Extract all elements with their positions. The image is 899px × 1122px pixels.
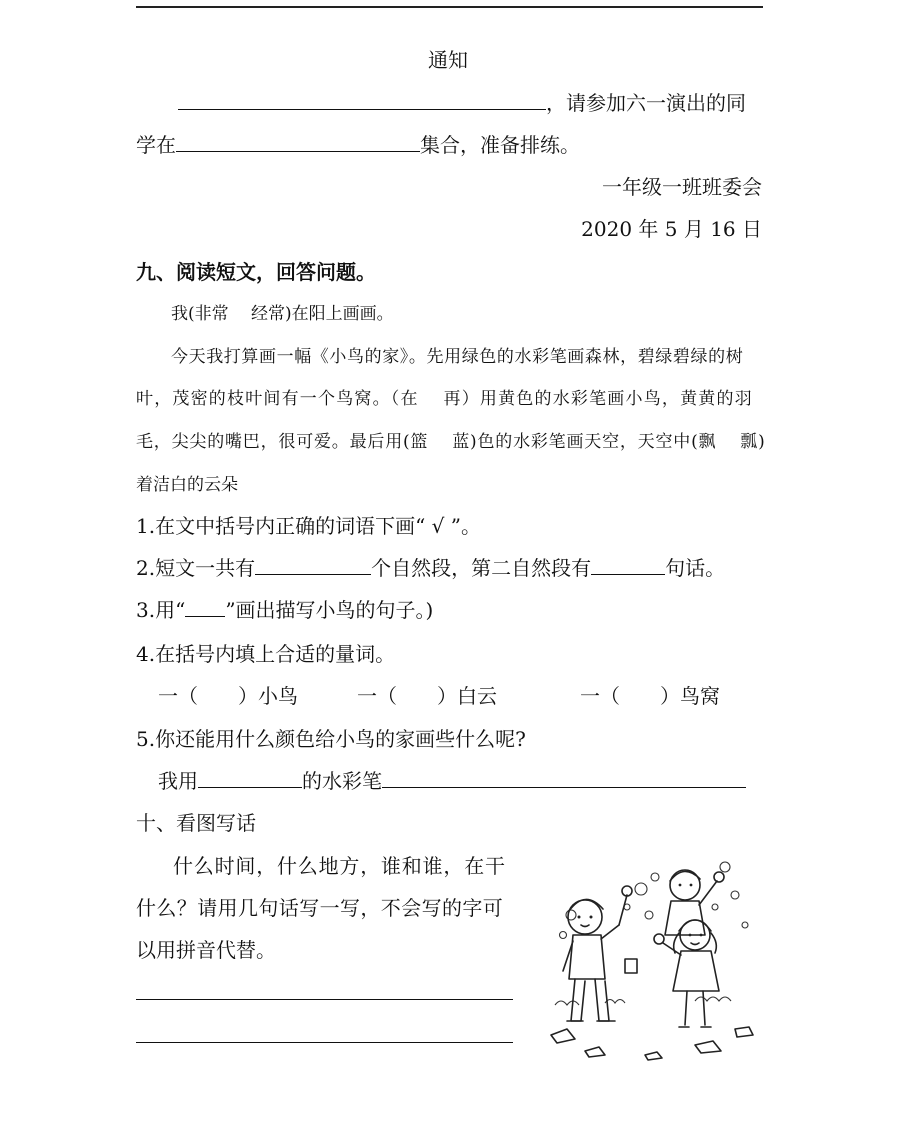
question-2-part-1: 2.短文一共有 xyxy=(136,556,256,580)
question-2-part-2: 个自然段，第二自然段有 xyxy=(371,556,592,580)
notice-line-2-suffix: 集合，准备排练。 xyxy=(420,133,580,157)
underline-sample xyxy=(185,596,225,617)
question-2-part-3: 句话。 xyxy=(665,556,726,580)
question-5-answer xyxy=(158,767,746,795)
notice-date: 2020 年 5 月 16 日 xyxy=(581,217,762,241)
writing-line-2[interactable] xyxy=(136,1042,513,1043)
answer-middle: 的水彩笔 xyxy=(302,769,382,793)
question-3-part-2: ”画出描写小鸟的句子。) xyxy=(225,598,434,622)
passage-line-1: 我(非常 经常)在阳上画画。 xyxy=(171,304,394,324)
measure-word-item-2[interactable]: 一（ ）白云 xyxy=(357,684,497,708)
measure-word-item-3[interactable]: 一（ ）鸟窝 xyxy=(580,684,720,708)
question-5: 5.你还能用什么颜色给小鸟的家画些什么呢? xyxy=(136,727,526,751)
question-1: 1.在文中括号内正确的词语下画“ √ ”。 xyxy=(136,514,481,538)
passage-line-2: 今天我打算画一幅《小鸟的家》。先用绿色的水彩笔画森林，碧绿碧绿的树 xyxy=(171,347,744,367)
notice-line-1 xyxy=(178,89,746,117)
notice-line-2-prefix: 学在 xyxy=(136,133,176,157)
passage-line-3: 叶，茂密的枝叶间有一个鸟窝。（在 再）用黄色的水彩笔画小鸟，黄黄的羽 xyxy=(136,389,753,409)
question-4: 4.在括号内填上合适的量词。 xyxy=(136,642,396,666)
color-blank[interactable] xyxy=(198,767,302,788)
children-blowing-bubbles-illustration-icon xyxy=(545,855,767,1065)
top-divider xyxy=(136,6,763,8)
notice-line-2 xyxy=(136,131,580,159)
question-3 xyxy=(136,596,433,624)
section-10-heading: 十、看图写话 xyxy=(136,811,256,835)
notice-line-1-text: ，请参加六一演出的同 xyxy=(546,91,746,115)
question-3-part-1: 3.用“ xyxy=(136,598,186,622)
notice-blank-2[interactable] xyxy=(176,131,420,152)
passage-line-5: 着洁白的云朵 xyxy=(136,475,238,495)
answer-prefix: 我用 xyxy=(158,769,198,793)
question-2 xyxy=(136,554,725,582)
paragraph-count-blank[interactable] xyxy=(255,554,371,575)
measure-word-item-1[interactable]: 一（ ）小鸟 xyxy=(158,684,298,708)
writing-line-1[interactable] xyxy=(136,999,513,1000)
notice-signer: 一年级一班班委会 xyxy=(602,175,762,199)
prompt-line-2: 什么？请用几句话写一写，不会写的字可 xyxy=(136,896,504,920)
drawing-content-blank[interactable] xyxy=(382,767,746,788)
prompt-line-1: 什么时间，什么地方，谁和谁，在干 xyxy=(173,854,506,878)
notice-title: 通知 xyxy=(428,48,468,72)
passage-line-4: 毛，尖尖的嘴巴，很可爱。最后用(篮 蓝)色的水彩笔画天空，天空中(飘 瓢) xyxy=(136,432,766,452)
notice-blank-1[interactable] xyxy=(178,89,546,110)
prompt-line-3: 以用拼音代替。 xyxy=(136,938,276,962)
section-9-heading: 九、阅读短文，回答问题。 xyxy=(136,260,376,284)
sentence-count-blank[interactable] xyxy=(591,554,665,575)
